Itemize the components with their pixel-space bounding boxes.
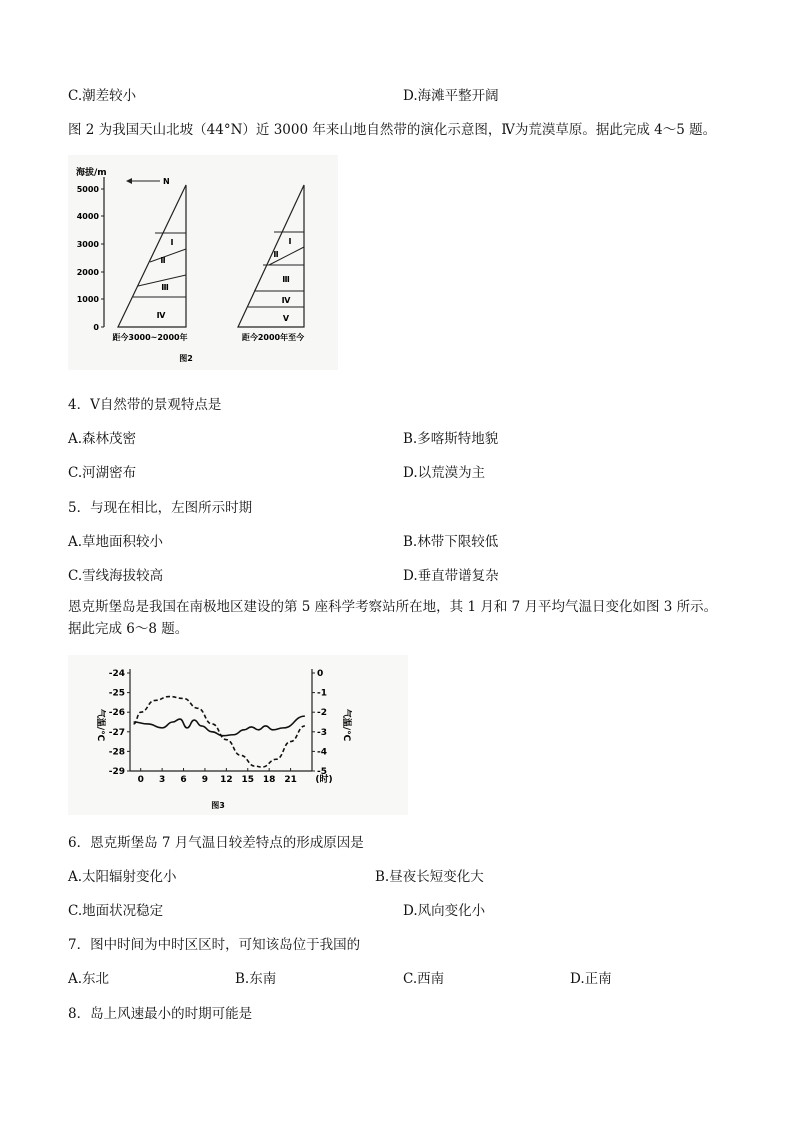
q5-stem: 5．与现在相比，左图所示时期 [68, 500, 253, 516]
fig3-caption: 图3 [211, 801, 225, 810]
fig3-left-tick-label: -26 [108, 708, 125, 719]
fig3-x-tick-label: 15 [241, 775, 255, 785]
fig3-xlabel: (时) [315, 775, 333, 785]
fig3-left-tick-label: -25 [108, 688, 125, 699]
fig2-ytick: 4000 [76, 212, 99, 221]
option-d-top[interactable]: D.海滩平整开阔 [403, 88, 499, 104]
intro-fig3: 恩克斯堡岛是我国在南极地区建设的第 5 座科学考察站所在地，其 1 月和 7 月平均气温日变化如图 3 所示。据此完成 6～8 题。 [68, 599, 718, 637]
q6-stem: 6．恩克斯堡岛 7 月气温日较差特点的形成原因是 [68, 835, 364, 851]
fig2-right-caption: 距今2000年至今 [241, 333, 305, 342]
fig3-right-tick-label: -4 [317, 747, 327, 758]
q4-option-d[interactable]: D.以荒漠为主 [403, 465, 486, 481]
fig2-left-zone: Ⅰ [170, 238, 174, 247]
q5-option-a[interactable]: A.草地面积较小 [68, 534, 164, 550]
fig3-ylabel-left: 气温/℃ [95, 708, 105, 742]
fig3-right-tick-label: -1 [317, 688, 327, 699]
fig2-right-zone: Ⅲ [282, 275, 290, 284]
figure-2-svg [68, 155, 338, 370]
q6-option-b[interactable]: B.昼夜长短变化大 [375, 869, 484, 885]
q8-stem: 8．岛上风速最小的时期可能是 [68, 1006, 253, 1022]
fig3-x-tick-label: 12 [220, 775, 233, 785]
fig3-left-tick-label: -27 [108, 727, 125, 738]
q4-option-a[interactable]: A.森林茂密 [68, 431, 137, 447]
q5-option-d[interactable]: D.垂直带谱复杂 [403, 568, 499, 584]
q4-stem: 4．Ⅴ自然带的景观特点是 [68, 397, 222, 413]
fig2-left-zone: Ⅱ [160, 256, 166, 265]
fig2-caption: 图2 [179, 354, 193, 363]
fig3-x-tick-label: 21 [284, 775, 297, 785]
fig2-ytick: 5000 [76, 185, 99, 194]
q4-option-c[interactable]: C.河湖密布 [68, 465, 137, 481]
q7-option-a[interactable]: A.东北 [68, 971, 110, 987]
fig3-right-tick-label: -2 [317, 708, 327, 719]
fig3-left-tick-label: -28 [108, 747, 125, 758]
q6-option-c[interactable]: C.地面状况稳定 [68, 903, 164, 919]
fig2-right-zone: Ⅳ [281, 296, 291, 305]
fig2-ytick: 3000 [76, 240, 99, 249]
fig2-right-zone: Ⅴ [282, 314, 290, 323]
fig3-right-tick-label: -5 [317, 767, 327, 777]
fig2-left-caption: 距今3000~2000年 [112, 333, 188, 342]
fig3-x-tick-label: 0 [137, 775, 144, 785]
fig2-ylabel: 海拔/m [76, 168, 107, 178]
option-c-top[interactable]: C.潮差较小 [68, 88, 137, 104]
fig2-right-zone: Ⅰ [288, 237, 292, 246]
intro-fig2: 图 2 为我国天山北坡（44°N）近 3000 年来山地自然带的演化示意图，Ⅳ为荒漠草原。据此完成 4～5 题。 [68, 122, 717, 138]
fig2-north-label: N [163, 177, 170, 186]
fig2-left-zone: Ⅲ [161, 283, 169, 292]
figure-3-chart [68, 655, 408, 815]
figure-3 [68, 655, 408, 819]
fig3-x-tick-label: 18 [262, 775, 276, 785]
q7-option-d[interactable]: D.正南 [570, 971, 612, 987]
fig3-right-tick-label: -3 [317, 727, 327, 738]
q5-option-b[interactable]: B.林带下限较低 [403, 534, 499, 550]
fig2-ytick: 1000 [76, 295, 99, 304]
fig3-x-tick-label: 3 [158, 775, 166, 785]
fig3-ylabel-right: 气温/℃ [341, 708, 351, 742]
q6-option-a[interactable]: A.太阳辐射变化小 [68, 869, 177, 885]
fig3-right-tick-label: 0 [317, 669, 324, 679]
figure-2 [68, 155, 338, 374]
fig3-left-tick-label: -29 [108, 767, 125, 777]
fig2-ytick: 0 [93, 323, 99, 332]
q5-option-c[interactable]: C.雪线海拔较高 [68, 568, 164, 584]
q7-stem: 7．图中时间为中时区区时，可知该岛位于我国的 [68, 937, 361, 953]
q7-option-b[interactable]: B.东南 [235, 971, 277, 987]
fig2-right-zone: Ⅱ [273, 250, 279, 259]
fig2-ytick: 2000 [76, 268, 99, 277]
fig2-left-zone: Ⅳ [156, 311, 166, 320]
fig3-x-tick-label: 6 [180, 775, 187, 785]
q6-option-d[interactable]: D.风向变化小 [403, 903, 486, 919]
fig3-left-tick-label: -24 [108, 669, 125, 679]
q7-option-c[interactable]: C.西南 [403, 971, 445, 987]
fig3-x-tick-label: 9 [201, 775, 209, 785]
q4-option-b[interactable]: B.多喀斯特地貌 [403, 431, 499, 447]
